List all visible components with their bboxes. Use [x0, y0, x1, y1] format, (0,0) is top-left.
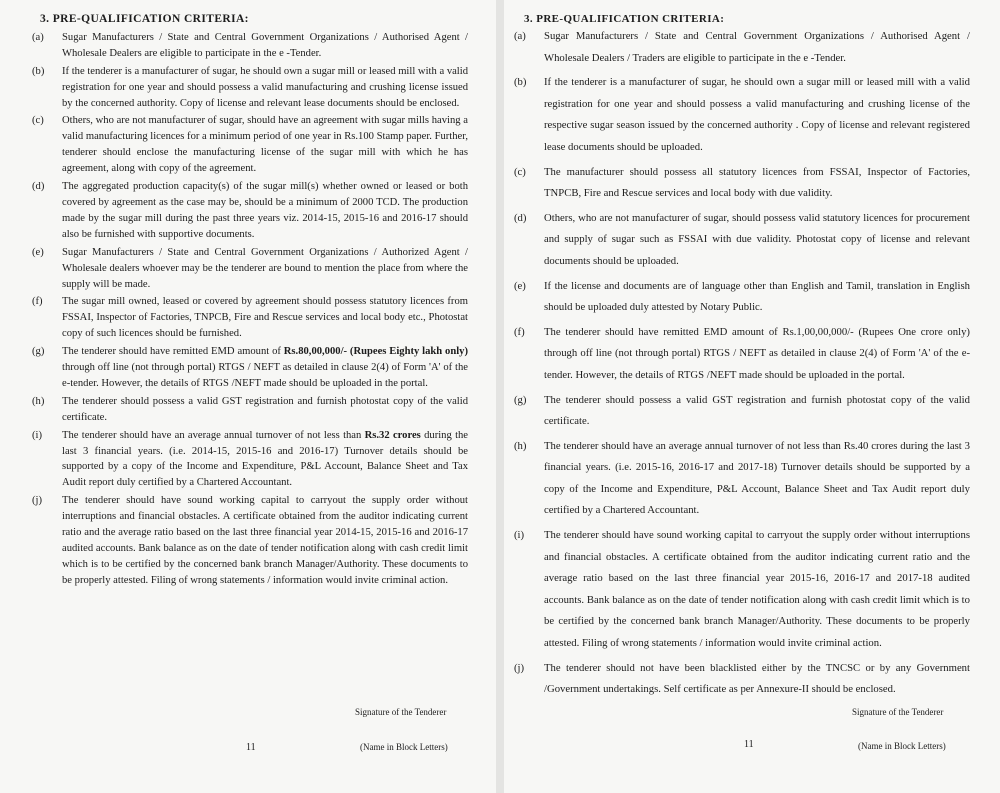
item-label: (h): [514, 439, 527, 452]
left-page-number: 11: [246, 742, 256, 753]
left-name-block-label: (Name in Block Letters): [360, 742, 448, 752]
left-criteria-item-c: [32, 113, 468, 177]
right-signature-label: Signature of the Tenderer: [852, 707, 944, 717]
item-label: (a): [32, 31, 44, 43]
left-criteria-item-d: [32, 179, 468, 243]
item-text-post: through off line (not through portal) RTGS / NEFT as detailed in clause 2(4) of Form 'A' of the e-tender. However, the details of RTGS /NEFT made should be uploaded in the portal.: [62, 362, 468, 389]
left-page: [0, 0, 496, 793]
item-label: (b): [514, 76, 527, 89]
item-label: (g): [514, 393, 527, 406]
right-criteria-item-j: [514, 658, 970, 701]
left-criteria-item-f: [32, 294, 468, 342]
item-text: If the license and documents are of language other than English and Tamil, translation in English should be uploaded duly attested by Notary Public.: [544, 279, 970, 314]
item-text: The tenderer should have remitted EMD amount of Rs.1,00,00,000/- (Rupees One crore only) through off line (not through portal) RTGS / NEFT as detailed in clause 2(4) of Form 'A' of the e-tender. However, the details of RTGS /NEFT made should be uploaded in the portal.: [544, 325, 970, 381]
right-page-number: 11: [744, 739, 754, 750]
right-criteria-item-e: [514, 276, 970, 319]
item-text: Sugar Manufacturers / State and Central Government Organizations / Authorised Agent / Wholesale Dealers / Traders are eligible to participate in the e -Tender.: [544, 30, 970, 64]
item-label: (d): [514, 211, 527, 224]
left-criteria-item-h: [32, 394, 468, 426]
left-criteria-item-g: [32, 344, 468, 392]
item-label: (g): [32, 346, 45, 358]
item-label: (j): [514, 661, 525, 674]
item-text: Sugar Manufacturers / State and Central Government Organizations / Authorized Agent / Wholesale dealers whoever may be the tenderer are bound to mention the place from where the supply will be made.: [62, 246, 468, 290]
right-page-heading: 3. PRE-QUALIFICATION CRITERIA:: [524, 13, 725, 25]
right-criteria-item-i: [514, 525, 970, 655]
right-criteria-item-d: [514, 208, 970, 273]
right-criteria-item-b: [514, 72, 970, 158]
left-criteria-item-b: [32, 64, 468, 112]
turnover-amount: Rs.32 crores: [364, 429, 421, 441]
item-label: (e): [514, 279, 526, 292]
item-text: The tenderer should possess a valid GST registration and furnish photostat copy of the valid certificate.: [544, 393, 970, 428]
left-criteria-item-j: [32, 493, 468, 588]
item-text: The tenderer should not have been blacklisted either by the TNCSC or by any Government /Government undertakings. Self certificate as per Annexure-II should be enclosed.: [544, 661, 970, 696]
left-signature-label: Signature of the Tenderer: [355, 707, 447, 717]
item-label: (c): [514, 165, 526, 178]
item-text: Sugar Manufacturers / State and Central Government Organizations / Authorised Agent / Wholesale Dealers are eligible to participate in the e -Tender.: [62, 31, 468, 59]
item-text: If the tenderer is a manufacturer of sugar, he should own a sugar mill or leased mill with a valid registration for one year and should possess a valid manufacturing and crushing license of the respective sugar season issued by the concerned authority . Copy of license and relevant registered lease documents should be uploaded.: [544, 76, 970, 153]
item-label: (f): [514, 325, 525, 338]
item-text: The sugar mill owned, leased or covered by agreement should possess statutory licences from FSSAI, Inspector of Factories, TNPCB, Fire and Rescue services and local body etc., Photostat copy of such licences should be furnished.: [62, 296, 468, 340]
right-page: [504, 0, 1000, 793]
item-label: (f): [32, 296, 43, 308]
left-criteria-item-a: [32, 30, 468, 62]
item-text: The aggregated production capacity(s) of the sugar mill(s) whether owned or leased or both covered by agreement as the case may be, should be a minimum of 2000 TCD. The production made by the sugar mill during the past three years viz. 2014-15, 2015-16 and 2016-17 should also be furnished with supportive documents.: [62, 181, 468, 240]
item-text-pre: The tenderer should have an average annual turnover of not less than: [62, 429, 365, 441]
item-label: (i): [32, 429, 42, 441]
item-text: The tenderer should have sound working capital to carryout the supply order without interruptions and financial obstacles. A certificate obtained from the auditor indicating current ratio and the average ratio based on the last three financial year 2015-16, 2016-17 and 2017-18 audited accounts. Bank balance as on the date of tender notification along with cash credit limit which is to be certified by the concerned bank branch Manager/Authority. These documents to be properly attested. Filing of wrong statements / information would invite criminal action.: [544, 529, 970, 650]
right-criteria-item-a: [514, 26, 970, 69]
item-text: [62, 428, 468, 492]
right-criteria-item-c: [514, 162, 970, 205]
right-criteria-item-g: [514, 390, 970, 433]
emd-amount: Rs.80,00,000/- (Rupees Eighty lakh only): [283, 346, 468, 358]
item-text: The tenderer should possess a valid GST registration and furnish photostat copy of the valid certificate.: [62, 395, 468, 423]
item-text: If the tenderer is a manufacturer of sugar, he should own a sugar mill or leased mill with a valid registration for one year and should possess a valid manufacturing and crushing license issued by the concerned authority. Copy of license and relevant lease documents should be enclosed.: [62, 65, 468, 109]
item-label: (j): [32, 495, 42, 507]
item-text-post: during the last 3 financial years. (i.e. 2014-15, 2015-16 and 2016-17) Turnover details should be supported by a copy of the Income and Expenditure, P&L Account, Balance Sheet and Tax Audit report duly certified by a Chartered Accountant.: [62, 429, 469, 489]
item-text: The tenderer should have an average annual turnover of not less than Rs.40 crores during the last 3 financial years. (i.e. 2015-16, 2016-17 and 2017-18) Turnover details should be supported by a copy of the Income and Expenditure, P&L Account, Balance Sheet and Tax Audit report duly certified by a Chartered Accountant.: [544, 439, 970, 517]
item-label: (d): [32, 181, 45, 193]
left-criteria-item-e: [32, 245, 468, 293]
page-gutter: [496, 0, 504, 793]
left-criteria-item-i: [32, 428, 468, 492]
item-text: The tenderer should have sound working capital to carryout the supply order without interruptions and financial obstacles. A certificate obtained from the auditor indicating current ratio and the average ratio based on the last three financial year 2014-15, 2015-16 and 2016-17 audited accounts. Bank balance as on the date of tender notification along with cash credit limit which is to be certified by the concerned bank branch Manager/Authority. These documents to be properly attested. Filing of wrong statements / information would invite criminal action.: [62, 495, 468, 586]
item-text: [62, 344, 468, 392]
item-text: The manufacturer should possess all statutory licences from FSSAI, Inspector of Factories, TNPCB, Fire and Rescue services and local body with due validity.: [544, 165, 970, 200]
item-label: (i): [514, 529, 525, 542]
right-name-block-label: (Name in Block Letters): [858, 741, 946, 751]
left-page-heading: 3. PRE-QUALIFICATION CRITERIA:: [40, 13, 249, 25]
right-criteria-item-f: [514, 322, 970, 387]
item-text: Others, who are not manufacturer of sugar, should possess valid statutory licences for procurement and supply of sugar such as FSSAI with due validity. Photostat copy of license and relevant documents should be uploaded.: [544, 211, 970, 267]
right-criteria-item-h: [514, 436, 970, 522]
item-text: Others, who are not manufacturer of sugar, should have an agreement with sugar mills having a valid manufacturing licences for a minimum period of one year in Rs.100 Stamp paper. Further, tenderer should enclose the manufacturing license of the sugar mill with which he has agreement, along with copy of the agreement.: [62, 115, 468, 175]
item-label: (b): [32, 65, 45, 77]
item-label: (a): [514, 30, 526, 42]
item-label: (h): [32, 395, 45, 407]
item-text-pre: The tenderer should have remitted EMD amount of: [62, 346, 284, 358]
item-label: (e): [32, 246, 44, 258]
item-label: (c): [32, 115, 44, 127]
